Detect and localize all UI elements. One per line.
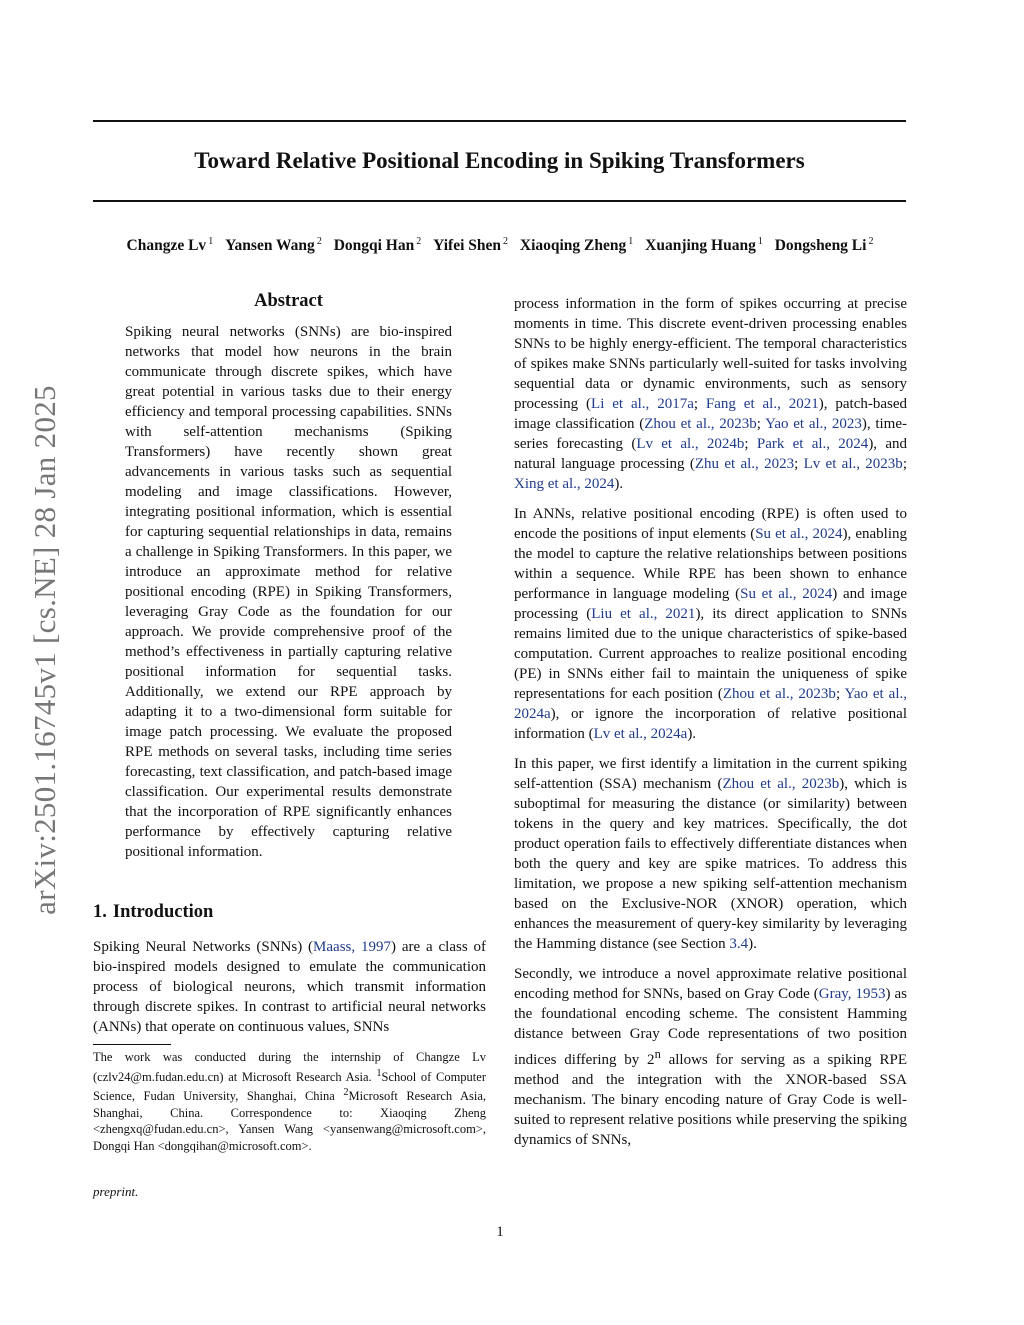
citation-link[interactable]: Zhou et al., 2023b bbox=[722, 686, 836, 702]
author: Changze Lv $^1$ bbox=[126, 236, 214, 255]
citation-link[interactable]: Fang et al., 2021 bbox=[705, 396, 819, 412]
footnote-affiliations: The work was conducted during the internship of Changze Lv (czlv24@m.fudan.edu.cn) at Microsoft Research Asia. $^1$School of Computer Science, Fudan University, Shanghai, China $^2$Microsoft Research Asia, Shanghai, China. Correspondence to: Xiaoqing Zheng <zhengxq@fudan.edu.cn>, Yansen Wang <yansenwang@microsoft.com>, Dongqi Han <dongqihan@microsoft.com>. bbox=[93, 1050, 486, 1153]
citation-link[interactable]: Yao et al., 2023 bbox=[765, 416, 862, 432]
citation-link[interactable]: Maass, 1997 bbox=[313, 939, 391, 955]
citation-link[interactable]: Zhu et al., 2023 bbox=[694, 456, 795, 472]
author: Dongqi Han $^2$ bbox=[333, 236, 422, 255]
right-column bbox=[514, 294, 907, 1160]
citation-link[interactable]: Li et al., 2017a bbox=[591, 396, 694, 412]
citation-link[interactable]: Yao et al., 2024a bbox=[514, 686, 907, 722]
intro-paragraph: In this paper, we first identify a limitation in the current spiking self-attention (SSA) mechanism (Zhou et al., 2023b), which is suboptimal for measuring the distance (or similarity) between tokens in the query and key matrices. Specifically, the dot product operation fails to effectively differentiate distances when both the query and key are spike matrices. To address this limitation, we propose a new spiking self-attention mechanism based on the Exclusive-NOR (XNOR) operation, which enhances the measurement of query-key similarity by leveraging the Hamming distance (see Section 3.4). bbox=[514, 756, 907, 952]
preprint-label: preprint. bbox=[93, 1184, 139, 1199]
footnote-divider bbox=[93, 1044, 171, 1045]
author: Yansen Wang $^2$ bbox=[225, 236, 322, 255]
paper-title: Toward Relative Positional Encoding in Spiking Transformers bbox=[194, 148, 805, 173]
author: Xiaoqing Zheng $^1$ bbox=[519, 236, 634, 255]
title-bottom-rule bbox=[93, 200, 906, 202]
page-number: 1 bbox=[496, 1224, 504, 1240]
intro-paragraph-left: Spiking Neural Networks (SNNs) (Maass, 1997) are a class of bio-inspired models designed to emulate the communication process of biological neurons, which transmit information through discrete spikes. In contrast to artificial neural networks (ANNs) that operate on continuous values, SNNs bbox=[93, 939, 487, 1035]
citation-link[interactable]: Liu et al., 2021 bbox=[591, 606, 696, 622]
citation-link[interactable]: Lv et al., 2024b bbox=[636, 436, 745, 452]
intro-paragraph: process information in the form of spikes occurring at precise moments in time. This discrete event-driven processing enables SNNs to be highly energy-efficient. The temporal characteristics of spikes make SNNs particularly well-suited for tasks involving sequential data or dynamic environments, such as sensory processing (Li et al., 2017a; Fang et al., 2021), patch-based image classification (Zhou et al., 2023b; Yao et al., 2023), time-series forecasting (Lv et al., 2024b; Park et al., 2024), and natural language processing (Zhu et al., 2023; Lv et al., 2023b; Xing et al., 2024). bbox=[514, 296, 907, 492]
superscript: 2 bbox=[343, 1087, 349, 1099]
section-title: Introduction bbox=[112, 902, 214, 922]
abstract-heading: Abstract bbox=[254, 291, 323, 311]
citation-link[interactable]: Lv et al., 2024a bbox=[593, 726, 688, 742]
citation-link[interactable]: Xing et al., 2024 bbox=[514, 476, 615, 492]
superscript: n bbox=[654, 1047, 661, 1061]
intro-paragraph: Secondly, we introduce a novel approximate relative positional encoding method for SNNs, based on Gray Code (Gray, 1953) as the foundational encoding scheme. The consistent Hamming distance between Gray Code representations of two position indices differing by 2$^n$ allows for serving as a spiking RPE method and the integration with the XNOR-based SSA mechanism. The binary encoding nature of Gray Code is well-suited to represent relative positions while preserving the spiking dynamics of SNNs, bbox=[514, 966, 907, 1148]
author: Xuanjing Huang $^1$ bbox=[645, 236, 763, 255]
superscript: 1 bbox=[376, 1067, 382, 1079]
citation-link[interactable]: Su et al., 2024 bbox=[755, 526, 843, 542]
citation-link[interactable]: Lv et al., 2023b bbox=[803, 456, 903, 472]
citation-link[interactable]: Zhou et al., 2023b bbox=[722, 776, 840, 792]
author: Dongsheng Li $^2$ bbox=[774, 236, 874, 255]
section-number: 1. bbox=[93, 902, 107, 922]
intro-paragraph: In ANNs, relative positional encoding (RPE) is often used to encode the positions of input elements (Su et al., 2024), enabling the model to capture the relative relationships between positions within a sequence. While RPE has been shown to enhance performance in language modeling (Su et al., 2024) and image processing (Liu et al., 2021), its direct application to SNNs remains limited due to the unique characteristics of spike-based computation. Current approaches to realize positional encoding (PE) in SNNs either fail to maintain the uniqueness of spike representations for each position (Zhou et al., 2023b; Yao et al., 2024a), or ignore the incorporation of relative positional information (Lv et al., 2024a). bbox=[514, 506, 908, 742]
section-heading-introduction bbox=[93, 902, 213, 923]
citation-link[interactable]: Zhou et al., 2023b bbox=[644, 416, 757, 432]
abstract-body: Spiking neural networks (SNNs) are bio-inspired networks that model how neurons in the brain communicate through discrete spikes, which have great potential in various tasks due to their energy efficiency and temporal processing capabilities. SNNs with self-attention mechanisms (Spiking Transformers) have recently shown great advancements in various tasks such as sequential modeling and image classifications. However, integrating positional information, which is essential for capturing sequential relationships in data, remains a challenge in Spiking Transformers. In this paper, we introduce an approximate method for relative positional encoding (RPE) in Spiking Transformers, leveraging Gray Code as the foundation for our approach. We provide comprehensive proof of the method’s effectiveness in partially capturing relative positional information for sequential tasks. Additionally, we extend our RPE approach by adapting it to a two-dimensional form suitable for image patch processing. We evaluate the proposed RPE methods on several tasks, including time series forecasting, text classification, and patch-based image classification. Our experimental results demonstrate that the incorporation of RPE significantly enhances performance by effectively capturing relative positional information. bbox=[125, 324, 452, 860]
title-top-rule bbox=[93, 120, 906, 122]
citation-link[interactable]: Park et al., 2024 bbox=[756, 436, 869, 452]
citation-link[interactable]: 3.4 bbox=[729, 936, 749, 952]
author: Yifei Shen $^2$ bbox=[433, 236, 508, 255]
arxiv-identifier-stamp: arXiv:2501.16745v1 [cs.NE] 28 Jan 2025 bbox=[27, 385, 62, 915]
citation-link[interactable]: Su et al., 2024 bbox=[740, 586, 833, 602]
author-list bbox=[80, 236, 920, 255]
citation-link[interactable]: Gray, 1953 bbox=[818, 986, 886, 1002]
